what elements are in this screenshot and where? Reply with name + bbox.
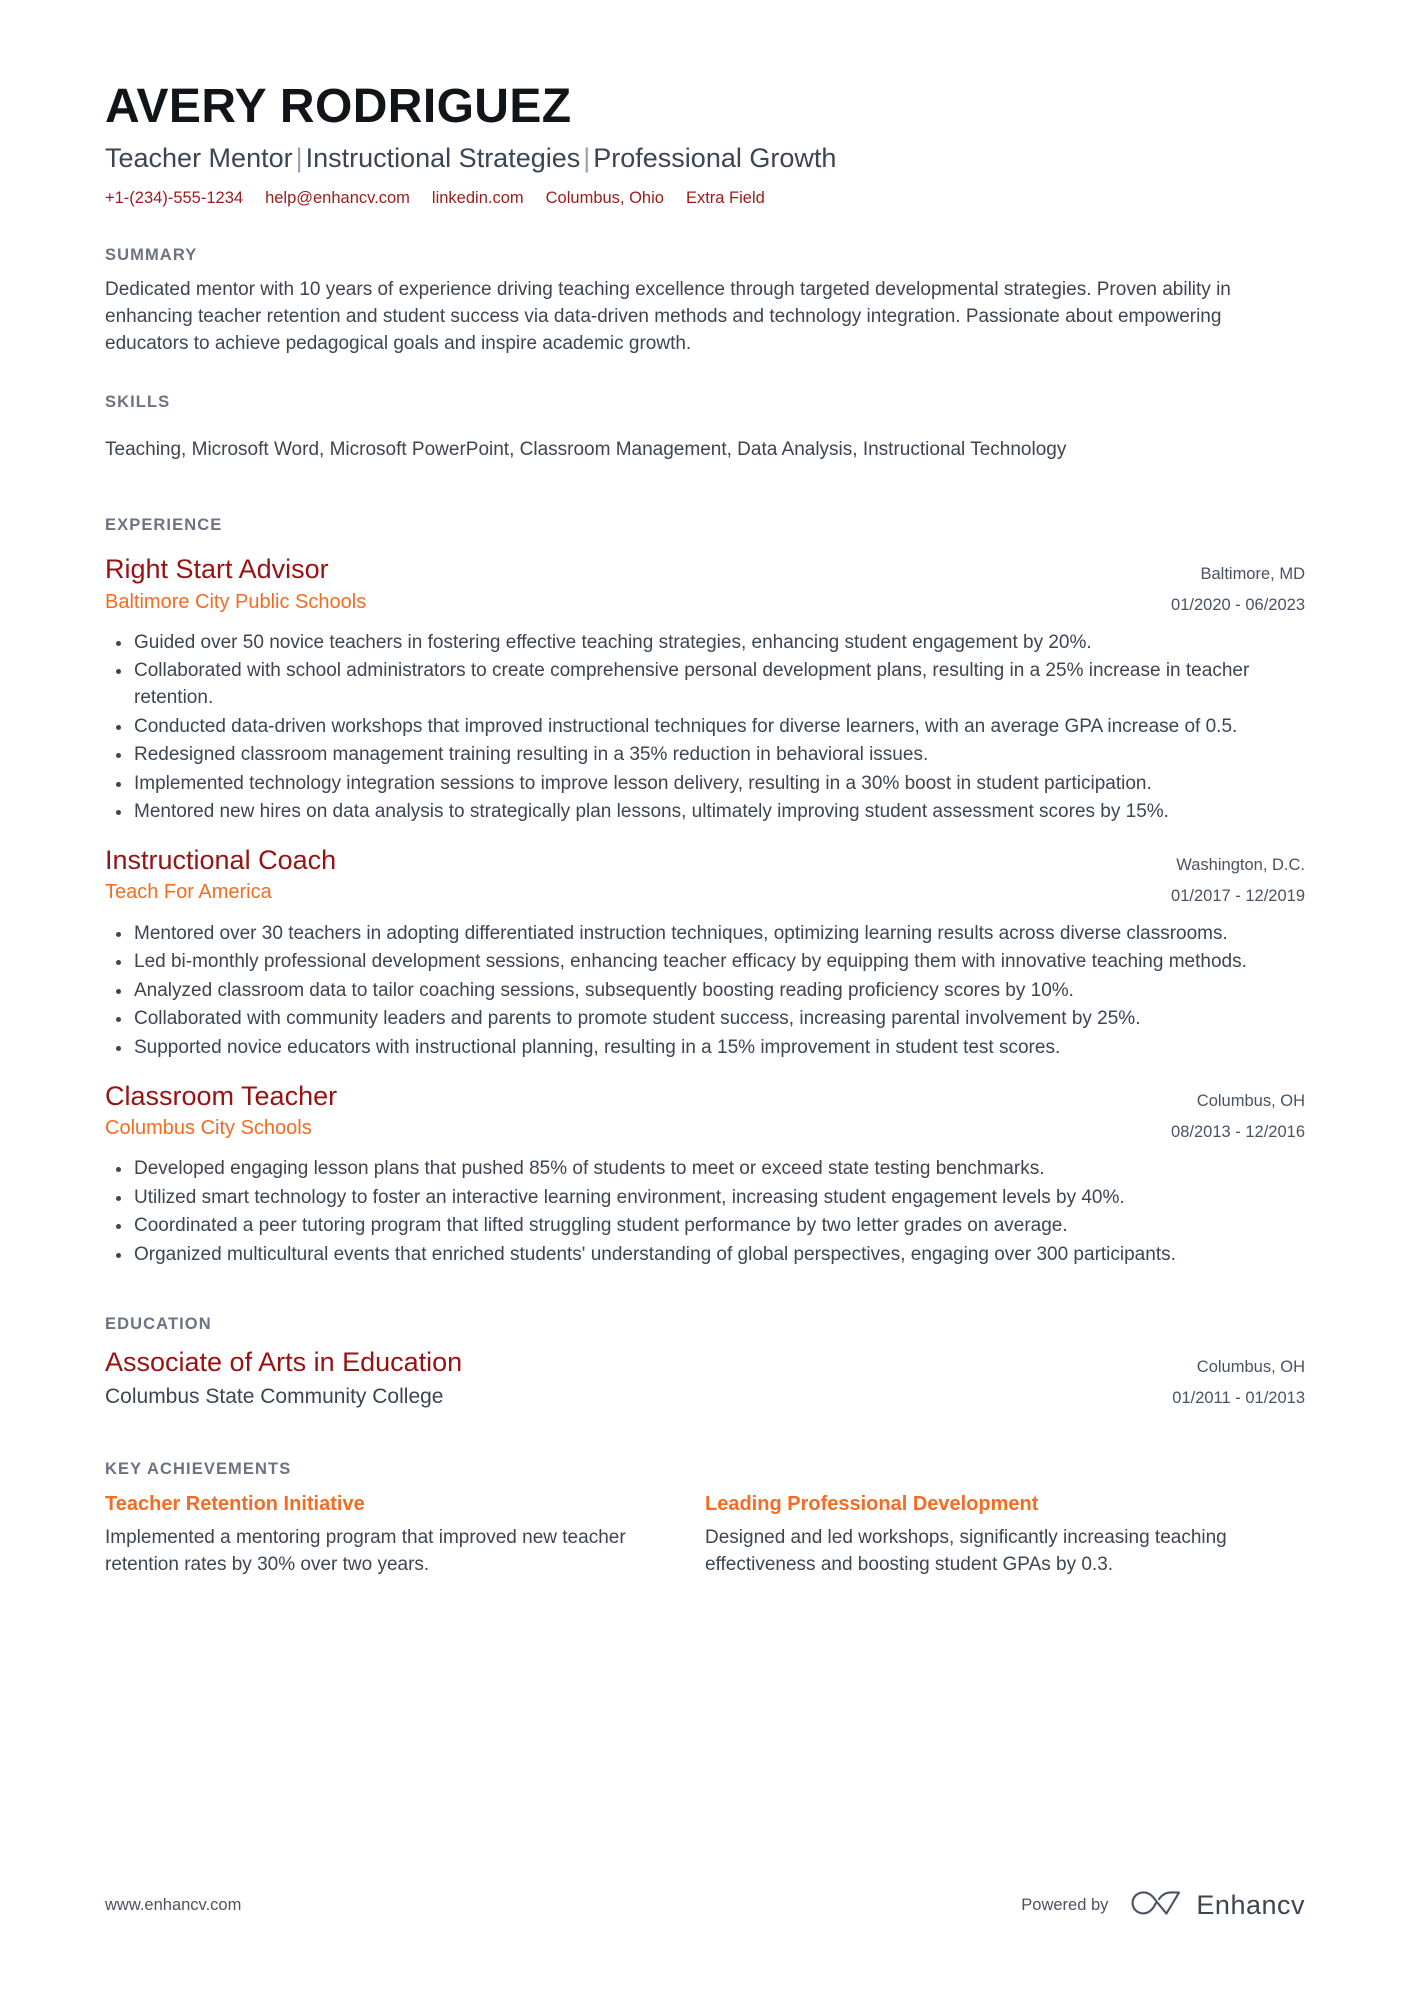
job-location: Baltimore, MD (1200, 565, 1305, 584)
job-dates: 01/2017 - 12/2019 (1171, 887, 1305, 906)
professional-headline (105, 142, 1305, 176)
list-item: Mentored over 30 teachers in adopting differentiated instruction techniques, optimizing learning results across diverse classrooms. (132, 921, 1280, 948)
list-item: Led bi-monthly professional development sessions, enhancing teacher efficacy by equipping them with innovative teaching methods. (132, 949, 1280, 976)
job-location: Columbus, OH (1196, 1091, 1305, 1110)
footer-website-url[interactable]: www.enhancv.com (105, 1896, 242, 1914)
skills-section-title: SKILLS (105, 393, 171, 412)
list-item: Mentored new hires on data analysis to strategically plan lessons, ultimately improving student assessment scores by 15%. (132, 799, 1280, 826)
job-bullet-list (105, 1156, 1280, 1268)
experience-item (105, 553, 1305, 826)
contact-row (105, 188, 1305, 209)
headline-part-3: Professional Growth (593, 143, 837, 174)
degree-title: Associate of Arts in Education (105, 1346, 463, 1377)
experience-item-meta (1147, 553, 1305, 622)
education-section-title: EDUCATION (105, 1314, 212, 1333)
experience-section-title: EXPERIENCE (105, 516, 223, 535)
page-title: AVERY RODRIGUEZ (105, 80, 572, 133)
job-location: Washington, D.C. (1176, 855, 1305, 874)
list-item: Collaborated with school administrators to create comprehensive personal development plans, resulting in a 25% increase in teacher retention. (132, 658, 1280, 711)
job-title: Instructional Coach (105, 844, 337, 875)
experience-item-header (105, 844, 1305, 913)
education-section (105, 1315, 1305, 1415)
experience-item-header (105, 553, 1305, 622)
enhancv-logo-lockup (1130, 1888, 1305, 1923)
job-title: Right Start Advisor (105, 554, 329, 585)
page-footer (105, 1888, 1305, 1923)
education-location: Columbus, OH (1196, 1357, 1305, 1376)
headline-part-2: Instructional Strategies (305, 143, 581, 174)
contact-linkedin[interactable]: linkedin.com (431, 189, 524, 208)
enhancv-wordmark: Enhancv (1196, 1890, 1305, 1920)
experience-item (105, 1080, 1305, 1269)
list-item: Collaborated with community leaders and parents to promote student success, increasing parental involvement by 25%. (132, 1006, 1280, 1033)
education-item-meta (1148, 1346, 1305, 1415)
contact-location: Columbus, Ohio (545, 189, 664, 208)
headline-separator-1: | (295, 143, 303, 174)
footer-branding (1021, 1888, 1305, 1923)
summary-section (105, 246, 1305, 358)
achievement-item (705, 1491, 1305, 1578)
experience-item (105, 844, 1305, 1062)
contact-phone[interactable]: +1-(234)-555-1234 (105, 189, 244, 208)
achievement-description: Designed and led workshops, significantly increasing teaching effectiveness and boosting student GPAs by 0.3. (705, 1527, 1227, 1575)
achievement-item (105, 1491, 705, 1578)
list-item: Organized multicultural events that enriched students' understanding of global perspectives, engaging over 300 participants. (132, 1242, 1280, 1269)
powered-by-label: Powered by (1021, 1896, 1109, 1914)
job-dates: 08/2013 - 12/2016 (1171, 1122, 1305, 1141)
skills-section (105, 393, 1305, 464)
summary-section-title: SUMMARY (105, 245, 198, 264)
education-item (105, 1346, 1305, 1415)
list-item: Analyzed classroom data to tailor coaching sessions, subsequently boosting reading proficiency scores by 10%. (132, 978, 1280, 1005)
contact-extra-field[interactable]: Extra Field (685, 189, 765, 208)
achievements-grid (105, 1491, 1305, 1578)
company-name: Baltimore City Public Schools (105, 590, 367, 613)
contact-email[interactable]: help@enhancv.com (265, 189, 410, 208)
job-bullet-list (105, 921, 1280, 1062)
list-item: Coordinated a peer tutoring program that lifted struggling student performance by two letter grades on average. (132, 1213, 1280, 1240)
list-item: Developed engaging lesson plans that pushed 85% of students to meet or exceed state testing benchmarks. (132, 1156, 1280, 1183)
list-item: Implemented technology integration sessions to improve lesson delivery, resulting in a 30% boost in student participation. (132, 771, 1280, 798)
list-item: Utilized smart technology to foster an interactive learning environment, increasing student engagement levels by 40%. (132, 1185, 1280, 1212)
experience-section (105, 516, 1305, 1269)
list-item: Guided over 50 novice teachers in fostering effective teaching strategies, enhancing student engagement by 20%. (132, 630, 1280, 657)
achievements-section (105, 1460, 1305, 1578)
experience-item-meta (1147, 1080, 1305, 1149)
experience-item-main (105, 844, 1147, 905)
job-bullet-list (105, 630, 1280, 826)
headline-part-1: Teacher Mentor (105, 143, 293, 174)
company-name: Teach For America (105, 881, 272, 904)
list-item: Supported novice educators with instructional planning, resulting in a 15% improvement in student test scores. (132, 1035, 1280, 1062)
job-dates: 01/2020 - 06/2023 (1171, 596, 1305, 615)
skills-list: Teaching, Microsoft Word, Microsoft PowerPoint, Classroom Management, Data Analysis, Instructional Technology (105, 439, 1067, 461)
experience-item-main (105, 1080, 1147, 1141)
job-title: Classroom Teacher (105, 1080, 338, 1111)
resume-header (105, 0, 1305, 210)
education-dates: 01/2011 - 01/2013 (1172, 1388, 1305, 1407)
summary-text: Dedicated mentor with 10 years of experience driving teaching excellence through targeted developmental strategies. Proven ability in enhancing teacher retention and student success via data-driven methods and technology integration. Passionate about empowering educators to achieve pedagogical goals and inspire academic growth. (105, 278, 1231, 354)
school-name: Columbus State Community College (105, 1385, 444, 1409)
enhancv-infinity-icon (1130, 1888, 1182, 1923)
company-name: Columbus City Schools (105, 1117, 312, 1139)
experience-item-meta (1147, 844, 1305, 913)
list-item: Redesigned classroom management training resulting in a 35% reduction in behavioral issues. (132, 742, 1280, 769)
achievements-section-title: KEY ACHIEVEMENTS (105, 1460, 292, 1479)
list-item: Conducted data-driven workshops that improved instructional techniques for diverse learners, with an average GPA increase of 0.5. (132, 714, 1280, 741)
headline-separator-2: | (583, 143, 591, 174)
education-item-header (105, 1346, 1305, 1415)
experience-item-main (105, 553, 1147, 614)
achievement-title: Leading Professional Development (705, 1493, 1039, 1516)
education-item-main (105, 1346, 1148, 1411)
achievement-title: Teacher Retention Initiative (105, 1493, 365, 1516)
achievement-description: Implemented a mentoring program that improved new teacher retention rates by 30% over two years. (105, 1527, 626, 1575)
experience-item-header (105, 1080, 1305, 1149)
